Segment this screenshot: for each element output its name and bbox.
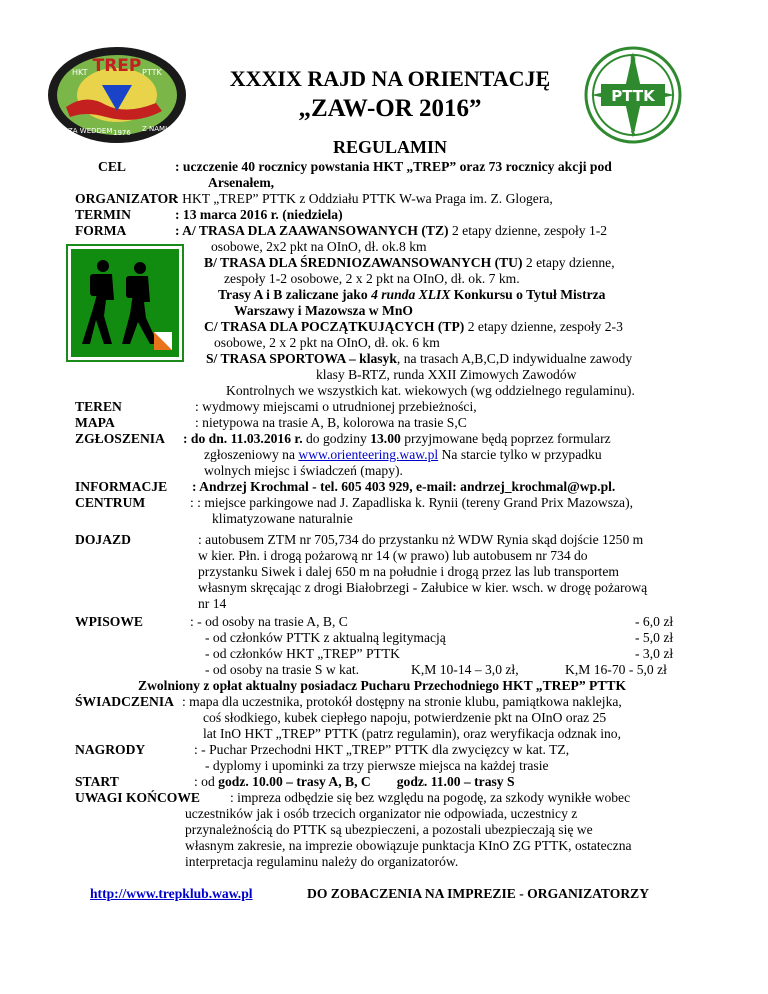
forma-s-line-2: klasy B-RTZ, runda XXII Zimowych Zawodów [316, 367, 577, 382]
swiadczenia-line-1: : mapa dla uczestnika, protokół dostępny na stronie klubu, pamiątkowa naklejka, [182, 694, 622, 709]
wpisowe-price-1: - 6,0 zł [635, 614, 674, 629]
zgloszenia-deadline: : do dn. 11.03.2016 r. [183, 431, 303, 446]
wpisowe-row-2: - od członków PTTK z aktualną legitymacją [205, 630, 446, 645]
start-prefix: : od [194, 774, 219, 789]
label-organizator: ORGANIZATOR [75, 191, 178, 206]
trep-logo-year: 1976 [113, 129, 131, 137]
trep-logo-bottom: ZA WEDDEM [68, 127, 113, 135]
zgloszenia-line-3: wolnych miejsc i świadczeń (mapy). [204, 463, 403, 478]
wpisowe-price-3: - 3,0 zł [635, 646, 674, 661]
zgloszenia-form: przyjmowane będą poprzez formularz [400, 431, 611, 446]
label-wpisowe: WPISOWE [75, 614, 143, 629]
trep-logo-hkt: HKT [72, 68, 88, 77]
label-start: START [75, 774, 119, 789]
wpisowe-exemption: Zwolniony z opłat aktualny posiadacz Pucharu Przechodniego HKT „TREP” PTTK [138, 678, 627, 693]
label-termin: TERMIN [75, 207, 131, 222]
trep-logo-bottom-right: Z NAMI [142, 125, 168, 133]
forma-s-detail: , na trasach A,B,C,D indywidualne zawody [396, 351, 633, 366]
dojazd-line-1: : autobusem ZTM nr 705,734 do przystanku nż WDW Rynia skąd dojście 1250 m [198, 532, 644, 547]
forma-s-title: S/ TRASA SPORTOWA – klasyk [206, 351, 397, 366]
nagrody-line-1: : - Puchar Przechodni HKT „TREP” PTTK dla zwycięzcy w kat. TZ, [194, 742, 570, 757]
swiadczenia-line-3: lat InO HKT „TREP” PTTK (patrz regulamin), oraz weryfikacja odznak ino, [203, 726, 621, 741]
label-dojazd: DOJAZD [75, 532, 131, 547]
label-forma: FORMA [75, 223, 127, 238]
label-teren: TEREN [75, 399, 122, 414]
label-cel: CEL [98, 159, 126, 174]
forma-ab-post: Konkursu o Tytuł Mistrza [450, 287, 606, 302]
label-informacje: INFORMACJE [75, 479, 168, 494]
zgloszenia-line-2 [204, 447, 602, 463]
pttk-logo-text: PTTK [611, 87, 655, 105]
termin-value: : 13 marca 2016 r. (niedziela) [175, 207, 343, 222]
trep-logo [46, 45, 188, 145]
forma-ab-line-1 [218, 287, 605, 303]
forma-ab-line-2: Warszawy i Mazowsza w MnO [234, 303, 413, 318]
label-centrum: CENTRUM [75, 495, 146, 510]
wpisowe-row-s-young: K,M 10-14 – 3,0 zł, [411, 662, 519, 677]
centrum-line-2: klimatyzowane naturalnie [212, 511, 353, 526]
wpisowe-row-3: - od członków HKT „TREP” PTTK [205, 646, 400, 661]
zgloszenia-until: do godziny [302, 431, 371, 446]
wpisowe-price-2: - 5,0 zł [635, 630, 674, 645]
dojazd-line-3: przystanku Siwek i dalej 650 m na południe i drogą przez las lub transportem [198, 564, 619, 579]
zgloszenia-time: 13.00 [370, 431, 401, 446]
centrum-line-1: : : miejsce parkingowe nad J. Zapadliska k. Rynii (tereny Grand Prix Mazowsza), [190, 495, 634, 510]
swiadczenia-line-2: coś słodkiego, kubek ciepłego napoju, potwierdzenie pkt na OInO oraz 25 [203, 710, 607, 725]
cel-line-2: Arsenałem, [208, 175, 275, 190]
event-title: XXXIX RAJD NA ORIENTACJĘ [229, 66, 551, 91]
cel-line-1: : uczczenie 40 rocznicy powstania HKT „TREP” oraz 73 rocznicy akcji pod [175, 159, 612, 174]
forma-ab-pre: Trasy A i B zaliczane jako [218, 287, 372, 302]
forma-b-line-1 [204, 255, 615, 271]
forma-c-detail: 2 etapy dzienne, zespoły 2-3 [464, 319, 623, 334]
informacje-value: : Andrzej Krochmal - tel. 605 403 929, e-mail: andrzej_krochmal@wp.pl. [192, 479, 616, 494]
forma-c-title: C/ TRASA DLA POCZĄTKUJĄCYCH (TP) [204, 319, 465, 334]
start-time-abc: godz. 10.00 – trasy A, B, C [218, 774, 371, 789]
zgloszenia-form-on: zgłoszeniowy na [204, 447, 299, 462]
start-line [194, 774, 515, 790]
trepklub-link[interactable]: http://www.trepklub.waw.pl [90, 886, 253, 901]
forma-s-line-3: Kontrolnych we wszystkich kat. wiekowych (wg oddzielnego regulaminu). [226, 383, 635, 398]
uwagi-line-1: : impreza odbędzie się bez względu na pogodę, za szkody wynikłe wobec [230, 790, 631, 805]
pttk-logo [583, 44, 683, 146]
forma-ab-round: 4 runda XLIX [371, 287, 451, 302]
label-zgloszenia: ZGŁOSZENIA [75, 431, 165, 446]
dojazd-line-4: własnym skręcając z drogi Białobrzegi - Załubice w kier. wsch. w drogę pożarową [198, 580, 648, 595]
forma-a-line-1 [175, 223, 607, 239]
forma-a-title: : A/ TRASA DLA ZAAWANSOWANYCH (TZ) [175, 223, 449, 238]
zgloszenia-start-note: Na starcie tylko w przypadku [438, 447, 602, 462]
label-swiadczenia: ŚWIADCZENIA [75, 694, 174, 709]
orienteering-link[interactable]: www.orienteering.waw.pl [298, 447, 439, 462]
forma-b-detail: 2 etapy dzienne, [522, 255, 615, 270]
uwagi-line-5: interpretacja regulaminu należy do organizatorów. [185, 854, 459, 869]
label-uwagi: UWAGI KOŃCOWE [75, 790, 200, 805]
dojazd-line-5: nr 14 [198, 596, 227, 611]
uwagi-line-2: uczestników jak i osób trzecich organizator nie odpowiada, uczestnicy z [185, 806, 578, 821]
dojazd-line-2: w kier. Płn. i drogą pożarową nr 14 (w prawo) lub autobusem nr 734 do [198, 548, 588, 563]
footer-closing: DO ZOBACZENIA NA IMPREZIE - ORGANIZATORZY [307, 886, 650, 901]
teren-value: : wydmowy miejscami o utrudnionej przebieżności, [195, 399, 477, 414]
forma-s-line-1 [206, 351, 632, 367]
mapa-value: : nietypowa na trasie A, B, kolorowa na trasie S,C [195, 415, 467, 430]
compass-s-label: S [630, 129, 636, 138]
hikers-icon [66, 244, 184, 362]
organizator-value: : HKT „TREP” PTTK z Oddziału PTTK W-wa Praga im. Z. Glogera, [175, 191, 553, 206]
forma-c-line-1 [204, 319, 623, 335]
label-nagrody: NAGRODY [75, 742, 146, 757]
wpisowe-row-s: - od osoby na trasie S w kat. [205, 662, 360, 677]
trep-logo-name: TREP [92, 56, 142, 76]
compass-n-label: N [630, 55, 636, 64]
trep-logo-pttk: PTTK [142, 68, 162, 77]
start-time-s: godz. 11.00 – trasy S [396, 774, 515, 789]
forma-a-detail: 2 etapy dzienne, zespoły 1-2 [448, 223, 608, 238]
label-mapa: MAPA [75, 415, 115, 430]
regulamin-heading: REGULAMIN [332, 137, 447, 157]
event-name: „ZAW-OR 2016” [298, 95, 482, 122]
forma-b-title: B/ TRASA DLA ŚREDNIOZAWANSOWANYCH (TU) [204, 255, 523, 270]
wpisowe-row-1: : - od osoby na trasie A, B, C [190, 614, 348, 629]
uwagi-line-3: przynależnością do PTTK są ubezpieczeni, a pozostali ubezpieczają się we [185, 822, 593, 837]
forma-b-line-2: zespoły 1-2 osobowe, 2 x 2 pkt na OInO, dł. ok. 7 km. [224, 271, 520, 286]
forma-c-line-2: osobowe, 2 x 2 pkt na OInO, dł. ok. 6 km [214, 335, 440, 350]
nagrody-line-2: - dyplomy i upominki za trzy pierwsze miejsca na każdej trasie [205, 758, 549, 773]
forma-a-line-2: osobowe, 2x2 pkt na OInO, dł. ok.8 km [211, 239, 427, 254]
uwagi-line-4: własnym zakresie, na imprezie obowiązuje punktacja KInO ZG PTTK, ostateczna [185, 838, 632, 853]
wpisowe-row-s-adult: K,M 16-70 - 5,0 zł [565, 662, 667, 677]
zgloszenia-line-1 [183, 431, 611, 447]
